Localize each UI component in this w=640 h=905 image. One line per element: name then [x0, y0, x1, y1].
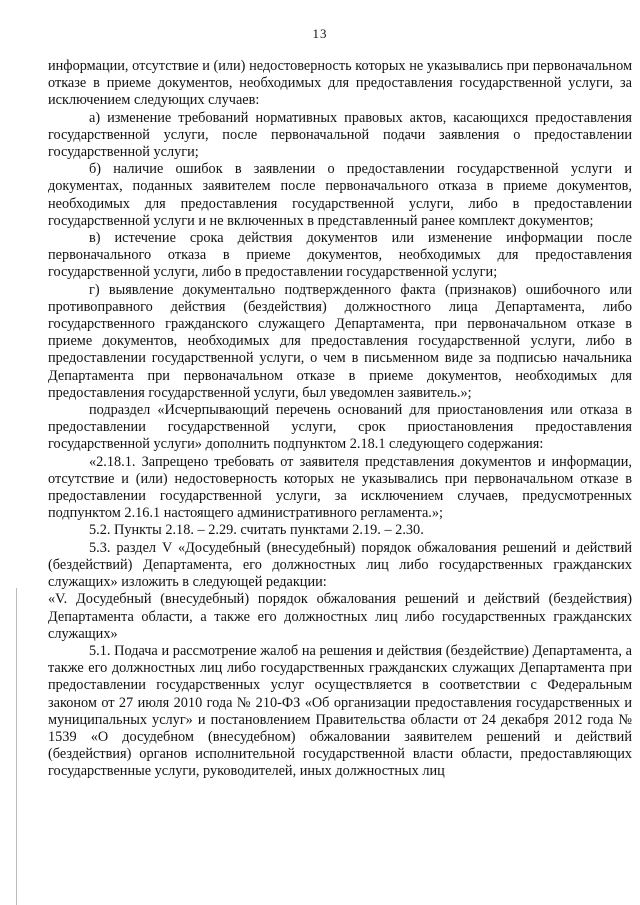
paragraph-item-a: а) изменение требований нормативных правовых актов, касающихся предоставления государственной услуги, после первоначальной подачи заявления о предоставлении государственной услуги; [48, 109, 632, 161]
document-body [48, 58, 632, 781]
section-v-heading: «V. Досудебный (внесудебный) порядок обжалования решений и действий (бездействия) Департамента области, а также его должностных лиц либо государственных гражданских служащих» [48, 591, 632, 642]
paragraph-clause-5-3: 5.3. раздел V «Досудебный (внесудебный) порядок обжалования решений и действий (бездействий) Департамента, его должностных лиц либо государственных гражданских служащих» изложить в следующей редакции: [48, 539, 632, 591]
paragraph-clause-2-18-1: «2.18.1. Запрещено требовать от заявителя представления документов и информации, отсутствие и (или) недостоверность которых не указывались при первоначальном отказе в предоставлении государственной услуги, за исключением случаев, предусмотренных подпунктом 2.16.1 настоящего административного регламента.»; [48, 453, 632, 522]
paragraph-item-v: в) истечение срока действия документов или изменение информации после первоначального отказа в приеме документов, необходимых для предоставления государственной услуги, либо в предоставлении государственной услуги; [48, 230, 632, 281]
scan-margin-line [16, 588, 17, 905]
paragraph-item-b: б) наличие ошибок в заявлении о предоставлении государственной услуги и документах, поданных заявителем после первоначального отказа в приеме документов, необходимых для предоставления государственной услуги, либо в предоставлении государственной услуги и не включенных в представленный ранее комплект документов; [48, 161, 632, 229]
paragraph-clause-5-1: 5.1. Подача и рассмотрение жалоб на решения и действия (бездействие) Департамента, а также его должностных лиц либо государственных гражданских служащих Департамента при предоставлении государственных услуг осуществляется в соответствии с Федеральным законом от 27 июля 2010 года № 210-ФЗ «Об организации предоставления государственных и муниципальных услуг» и постановлением Правительства области от 24 декабря 2012 года № 1539 «О досудебном (внесудебном) обжаловании заявителем решений и действий (бездействия) органов исполнительной государственной власти области, предоставляющих государственные услуги, руководителей, иных должностных лиц [48, 642, 632, 780]
paragraph-subsection-amendment: подраздел «Исчерпывающий перечень оснований для приостановления или отказа в предоставлении государственной услуги, срок приостановления предоставления государственной услуги» дополнить подпунктом 2.18.1 следующего содержания: [48, 402, 632, 453]
paragraph-clause-5-2: 5.2. Пункты 2.18. – 2.29. считать пунктами 2.19. – 2.30. [89, 522, 424, 539]
page-number: 13 [312, 26, 328, 41]
paragraph-item-g: г) выявление документально подтвержденного факта (признаков) ошибочного или противоправного действия (бездействия) должностного лица Департамента, либо государственного гражданского служащего Департамента, при первоначальном отказе в приеме документов, необходимых для предоставления государственной услуги, либо в предоставлении государственной услуги, о чем в письменном виде за подписью начальника Департамента при первоначальном отказе в приеме документов, необходимых для предоставления государственной услуги, был уведомлен заявитель.»; [48, 281, 632, 401]
paragraph-continuation: информации, отсутствие и (или) недостоверность которых не указывались при первоначальном отказе в приеме документов, необходимых для предоставления государственной услуги, за исключением следующих случаев: [48, 58, 632, 109]
